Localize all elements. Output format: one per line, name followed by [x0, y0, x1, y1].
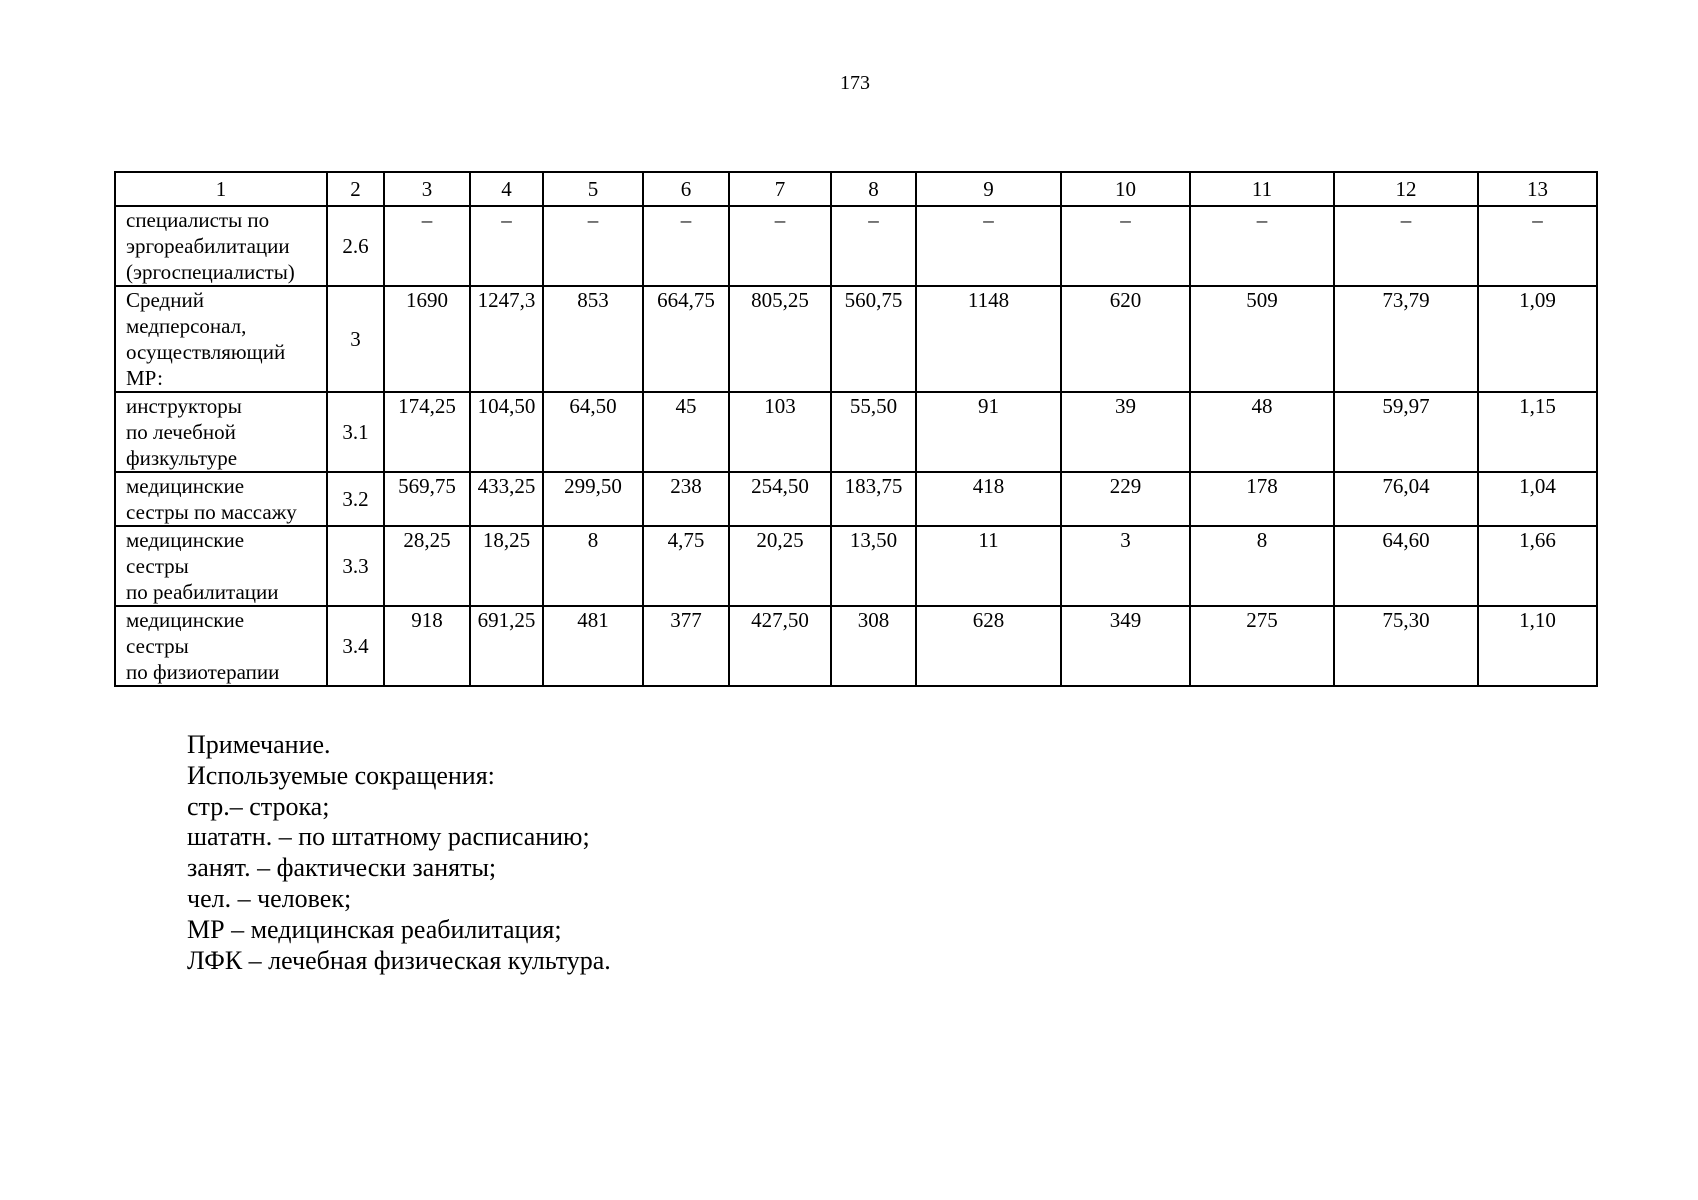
table-row [115, 286, 1597, 392]
table-cell: 481 [543, 606, 643, 686]
table-cell: 64,60 [1334, 526, 1478, 606]
table-cell: 805,25 [729, 286, 831, 392]
table-cell: 1,10 [1478, 606, 1597, 686]
row-label [115, 286, 327, 392]
table-cell: 349 [1061, 606, 1190, 686]
table-cell: 73,79 [1334, 286, 1478, 392]
table-cell: 48 [1190, 392, 1334, 472]
table-cell: 1,66 [1478, 526, 1597, 606]
table-row [115, 472, 1597, 526]
table-cell: – [1190, 206, 1334, 286]
table-cell: 174,25 [384, 392, 470, 472]
table-cell: 8 [543, 526, 643, 606]
column-header: 7 [729, 172, 831, 206]
notes-title: Примечание. [187, 730, 331, 759]
table-cell: 11 [916, 526, 1061, 606]
table-cell: 628 [916, 606, 1061, 686]
table-cell: 55,50 [831, 392, 916, 472]
abbreviation-item: стр.– строка; [187, 791, 330, 821]
table-cell: 918 [384, 606, 470, 686]
row-label [115, 206, 327, 286]
row-code: 3.1 [327, 392, 384, 472]
notes-block [187, 730, 611, 976]
table-cell: 664,75 [643, 286, 729, 392]
table-cell: – [1061, 206, 1190, 286]
row-label-line: по лечебной [126, 420, 236, 444]
row-code: 2.6 [327, 206, 384, 286]
row-label-line: по физиотерапии [126, 660, 280, 684]
table-cell: 75,30 [1334, 606, 1478, 686]
row-label-line: по реабилитации [126, 580, 279, 604]
table-cell: 39 [1061, 392, 1190, 472]
table-cell: 20,25 [729, 526, 831, 606]
column-header: 5 [543, 172, 643, 206]
table-cell: – [384, 206, 470, 286]
table-cell: 3 [1061, 526, 1190, 606]
table-cell: 509 [1190, 286, 1334, 392]
row-code: 3 [327, 286, 384, 392]
abbreviation-item: ЛФК – лечебная физическая культура. [187, 945, 611, 975]
table-cell: 178 [1190, 472, 1334, 526]
column-header: 4 [470, 172, 543, 206]
table-cell: 229 [1061, 472, 1190, 526]
table-cell: 28,25 [384, 526, 470, 606]
table-cell: 427,50 [729, 606, 831, 686]
table-cell: – [543, 206, 643, 286]
table-cell: 1,15 [1478, 392, 1597, 472]
table-cell: 103 [729, 392, 831, 472]
table-cell: – [916, 206, 1061, 286]
abbreviation-item: МР – медицинская реабилитация; [187, 914, 562, 944]
column-header: 3 [384, 172, 470, 206]
row-code: 3.3 [327, 526, 384, 606]
table-row [115, 392, 1597, 472]
table-cell: 254,50 [729, 472, 831, 526]
page-number: 173 [840, 72, 870, 94]
row-label [115, 472, 327, 526]
row-label-line: эргореабилитации [126, 234, 290, 258]
table-cell: 1,04 [1478, 472, 1597, 526]
table-cell: 418 [916, 472, 1061, 526]
table-cell: 853 [543, 286, 643, 392]
abbreviation-item: шататн. – по штатному расписанию; [187, 822, 590, 852]
table-cell: 18,25 [470, 526, 543, 606]
row-label-line: медицинские [126, 474, 245, 498]
table-cell: 299,50 [543, 472, 643, 526]
table-cell: 238 [643, 472, 729, 526]
table-cell: 620 [1061, 286, 1190, 392]
row-label-line: медперсонал, [126, 314, 247, 338]
table-cell: 1,09 [1478, 286, 1597, 392]
column-header: 6 [643, 172, 729, 206]
row-label-line: медицинские [126, 608, 245, 632]
staffing-table [114, 171, 1598, 687]
table-cell: 377 [643, 606, 729, 686]
table-cell: 560,75 [831, 286, 916, 392]
row-code: 3.2 [327, 472, 384, 526]
table-cell: 691,25 [470, 606, 543, 686]
table-cell: 1148 [916, 286, 1061, 392]
table-cell: 433,25 [470, 472, 543, 526]
table-row [115, 526, 1597, 606]
column-header: 1 [115, 172, 327, 206]
row-label-line: инструкторы [126, 394, 242, 418]
abbreviation-item: занят. – фактически заняты; [187, 853, 497, 883]
abbreviation-item: чел. – человек; [187, 883, 352, 913]
table-cell: 1690 [384, 286, 470, 392]
table-cell: 45 [643, 392, 729, 472]
table-row [115, 206, 1597, 286]
column-header: 8 [831, 172, 916, 206]
row-label-line: сестры [126, 634, 189, 658]
table-cell: 275 [1190, 606, 1334, 686]
table-cell: 104,50 [470, 392, 543, 472]
table-cell: 64,50 [543, 392, 643, 472]
table-cell: 8 [1190, 526, 1334, 606]
row-label-line: МР: [126, 366, 163, 390]
row-label-line: сестры [126, 554, 189, 578]
row-label-line: осуществляющий [126, 340, 286, 364]
row-label-line: специалисты по [126, 208, 270, 232]
row-label [115, 606, 327, 686]
row-label [115, 526, 327, 606]
table-cell: 1247,3 [470, 286, 543, 392]
row-code: 3.4 [327, 606, 384, 686]
table-cell: – [643, 206, 729, 286]
table-cell: 76,04 [1334, 472, 1478, 526]
table-cell: – [1478, 206, 1597, 286]
column-header: 12 [1334, 172, 1478, 206]
table-cell: – [1334, 206, 1478, 286]
table-cell: – [831, 206, 916, 286]
table-header-row [115, 172, 1597, 206]
table-row [115, 606, 1597, 686]
column-header: 10 [1061, 172, 1190, 206]
table-cell: 91 [916, 392, 1061, 472]
row-label-line: сестры по массажу [126, 500, 297, 524]
row-label-line: физкультуре [126, 446, 238, 470]
table-cell: 4,75 [643, 526, 729, 606]
table-cell: 13,50 [831, 526, 916, 606]
row-label [115, 392, 327, 472]
column-header: 2 [327, 172, 384, 206]
table-cell: 59,97 [1334, 392, 1478, 472]
column-header: 9 [916, 172, 1061, 206]
table-cell: 308 [831, 606, 916, 686]
column-header: 13 [1478, 172, 1597, 206]
table-cell: – [729, 206, 831, 286]
table-cell: – [470, 206, 543, 286]
table-cell: 183,75 [831, 472, 916, 526]
row-label-line: (эргоспециалисты) [126, 260, 295, 284]
column-header: 11 [1190, 172, 1334, 206]
notes-subtitle: Используемые сокращения: [187, 760, 495, 790]
table-cell: 569,75 [384, 472, 470, 526]
row-label-line: медицинские [126, 528, 245, 552]
row-label-line: Средний [126, 288, 204, 312]
